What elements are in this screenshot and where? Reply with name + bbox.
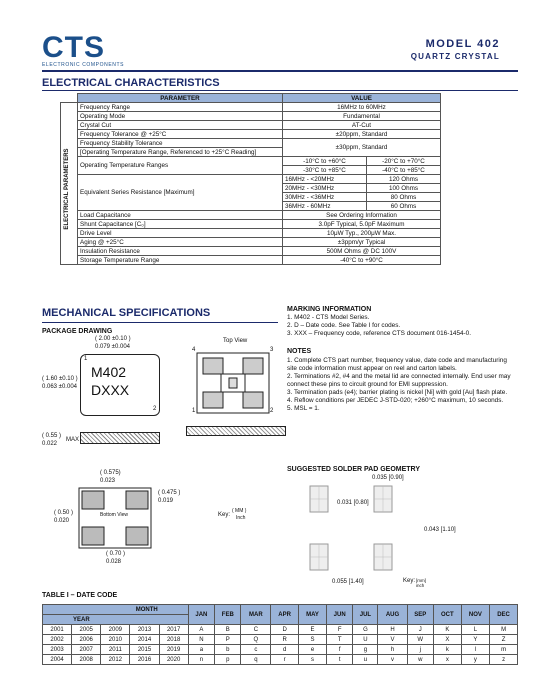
month-jul: JUL [353,605,378,625]
top-view-drawing [196,352,270,414]
month-feb: FEB [215,605,241,625]
code-cell: c [241,645,271,655]
year-cell: 2020 [159,655,188,665]
code-cell: A [188,625,214,635]
code-cell: v [378,655,407,665]
year-cell: 2019 [159,645,188,655]
code-cell: L [461,625,489,635]
code-cell: P [215,635,241,645]
year-cell: 2013 [130,625,159,635]
value-cell: -20°C to +70°C [367,157,441,166]
year-cell: 2015 [130,645,159,655]
code-cell: T [326,635,352,645]
month-oct: OCT [433,605,461,625]
dim-label: ( 0.50 ) [54,510,74,516]
dim-label: 0.063 ±0.004 [42,384,77,390]
dim-label: 0.055 [1.40] [332,579,364,585]
code-cell: d [271,645,299,655]
dim-label: 0.019 [158,498,174,504]
value-cell: -30°C to +85°C [283,166,367,175]
code-cell: C [241,625,271,635]
list-item: 5. MSL = 1. [287,405,320,412]
param-cell: Crystal Cut [78,121,283,130]
marking-line1: M402 [91,364,127,380]
table-row [61,256,441,265]
year-cell: 2018 [159,635,188,645]
param-cell: Drive Level [78,229,283,238]
value-cell: -10°C to +60°C [283,157,367,166]
month-jan: JAN [188,605,214,625]
list-item: 4. Reflow conditions per JEDEC J-STD-020; +260°C maximum, 10 seconds. [287,397,504,404]
year-cell: 2014 [130,635,159,645]
marking-line2: DXXX [91,382,130,398]
year-cell: 2008 [72,655,101,665]
top-view-side [186,426,286,436]
table-row [61,247,441,256]
dim-label: 0.020 [54,518,70,524]
code-cell: D [271,625,299,635]
code-cell: M [490,625,518,635]
pin-label: 3 [270,347,274,353]
code-cell: K [433,625,461,635]
month-sep: SEP [407,605,433,625]
year-cell: 2007 [72,645,101,655]
value-cell: 20MHz - <30MHz [283,184,367,193]
value-cell: See Ordering Information [283,211,441,220]
code-cell: X [433,635,461,645]
code-cell: s [298,655,326,665]
model-title: MODEL 402 [425,38,500,50]
month-may: MAY [298,605,326,625]
table-row [61,130,441,139]
table-row [61,220,441,229]
pin-label: 2 [153,406,157,412]
list-item: 1. M402 - CTS Model Series. [287,314,370,321]
dim-label: ( 0.55 ) [42,433,62,439]
value-cell: 100 Ohms [367,184,441,193]
param-cell: Shunt Capacitance [C₀] [78,220,283,229]
value-cell: 60 Ohms [367,202,441,211]
value-cell: ±20ppm, Standard [283,130,441,139]
code-cell: B [215,625,241,635]
month-dec: DEC [490,605,518,625]
code-cell: g [353,645,378,655]
code-cell: G [353,625,378,635]
value-cell: Fundamental [283,112,441,121]
logo-subtitle: ELECTRONIC COMPONENTS [42,62,125,68]
code-cell: J [407,625,433,635]
pin-label: 1 [84,356,88,362]
list-item: 3. Termination pads (e4); barrier plating is nickel [Ni] with gold [Au] flash plate. [287,389,508,396]
key-inch: Inch [236,515,246,521]
table-row [61,157,441,166]
datecode-table [42,604,518,665]
year-header: YEAR [43,615,189,625]
value-cell: 10μW Typ., 200μW Max. [283,229,441,238]
table-row [43,645,518,655]
code-cell: z [490,655,518,665]
value-cell: 36MHz - 60MHz [283,202,367,211]
notes-title: NOTES [287,348,312,355]
list-item: 3. XXX – Frequency code, reference CTS document 016-1454-0. [287,330,472,337]
code-cell: f [326,645,352,655]
code-cell: R [271,635,299,645]
dim-label: 0.035 [0.90] [372,475,404,481]
dim-label: 0.031 [0.80] [337,500,369,506]
table-row [43,655,518,665]
bottom-view-label: Bottom View [100,512,128,518]
param-cell: Operating Temperature Ranges [78,157,283,175]
table-row [61,139,441,148]
dim-label: 0.079 ±0.004 [95,344,130,350]
mechanical-rule [42,322,278,323]
code-cell: Q [241,635,271,645]
solder-title: SUGGESTED SOLDER PAD GEOMETRY [287,466,421,473]
dim-label: ( 0.70 ) [106,551,126,557]
month-apr: APR [271,605,299,625]
month-aug: AUG [378,605,407,625]
code-cell: t [326,655,352,665]
datecode-title: TABLE I – DATE CODE [42,592,118,599]
dim-label: 0.028 [106,559,122,565]
code-cell: e [298,645,326,655]
code-cell: F [326,625,352,635]
marking-list [287,314,517,338]
param-cell: Operating Mode [78,112,283,121]
value-cell: ±3ppm/yr Typical [283,238,441,247]
param-cell: Frequency Tolerance @ +25°C [78,130,283,139]
param-cell: Load Capacitance [78,211,283,220]
dim-label: ( 0.575) [100,470,121,476]
param-cell: [Operating Temperature Range, Referenced to +25°C Reading] [78,148,283,157]
model-subtitle: QUARTZ CRYSTAL [410,52,500,61]
dim-label: 0.022 [42,441,58,447]
table-row [61,121,441,130]
code-cell: j [407,645,433,655]
year-cell: 2011 [101,645,130,655]
list-item: 2. D – Date code. See Table I for codes. [287,322,401,329]
table-row [61,112,441,121]
code-cell: N [188,635,214,645]
code-cell: E [298,625,326,635]
pin-label: 1 [192,408,196,414]
key-label: Key: [218,512,231,518]
code-cell: m [490,645,518,655]
year-cell: 2017 [159,625,188,635]
value-cell: -40°C to +85°C [367,166,441,175]
code-cell: a [188,645,214,655]
code-cell: h [378,645,407,655]
col-parameter: PARAMETER [78,94,283,103]
year-cell: 2016 [130,655,159,665]
value-cell: 500M Ohms @ DC 100V [283,247,441,256]
dim-label: 0.043 [1.10] [424,527,456,533]
table-row [61,211,441,220]
param-cell: Insulation Resistance [78,247,283,256]
table-row [43,625,518,635]
code-cell: p [215,655,241,665]
code-cell: S [298,635,326,645]
year-cell: 2009 [101,625,130,635]
key-unit: [mm] inch [416,578,426,588]
electrical-rule [42,90,518,91]
year-cell: 2003 [43,645,72,655]
code-cell: n [188,655,214,665]
month-header: MONTH [43,605,189,615]
value-cell: 80 Ohms [367,193,441,202]
electrical-side-label: ELECTRICAL PARAMETERS [64,148,70,230]
table-row [61,229,441,238]
code-cell: r [271,655,299,665]
code-cell: Z [490,635,518,645]
list-item: 2. Terminations #2, #4 and the metal lid are connected internally. End user may connect these pins to circuit ground for EMI suppression. [287,373,511,388]
package-side-view [80,432,160,444]
code-cell: w [407,655,433,665]
year-cell: 2004 [43,655,72,665]
year-cell: 2002 [43,635,72,645]
year-cell: 2005 [72,625,101,635]
pin-label: 4 [192,347,196,353]
year-cell: 2001 [43,625,72,635]
package-drawing-label: PACKAGE DRAWING [42,328,113,335]
dim-label: ( 1.60 ±0.10 ) [42,376,78,382]
year-cell: 2010 [101,635,130,645]
param-cell: Frequency Stability Tolerance [78,139,283,148]
col-value: VALUE [283,94,441,103]
dim-label: ( 0.475 ) [158,490,181,496]
code-cell: u [353,655,378,665]
code-cell: q [241,655,271,665]
dim-label: ( 2.00 ±0.10 ) [95,336,131,342]
code-cell: Y [461,635,489,645]
notes-list [287,357,515,413]
code-cell: k [433,645,461,655]
month-nov: NOV [461,605,489,625]
electrical-title: ELECTRICAL CHARACTERISTICS [42,77,220,89]
key-mm: ( MM ) [232,508,247,514]
param-cell: Frequency Range [78,103,283,112]
pin-label: 2 [270,408,274,414]
table-row [61,175,441,184]
code-cell: W [407,635,433,645]
param-cell: Equivalent Series Resistance [Maximum] [78,175,283,211]
solder-pad-drawing [300,484,410,574]
code-cell: H [378,625,407,635]
dim-label: MAX [66,437,80,443]
value-cell: ±30ppm, Standard [283,139,441,157]
code-cell: U [353,635,378,645]
header-rule [42,70,518,72]
marking-title: MARKING INFORMATION [287,306,372,313]
electrical-table [60,93,441,265]
code-cell: V [378,635,407,645]
value-cell: 120 Ohms [367,175,441,184]
value-cell: AT-Cut [283,121,441,130]
month-mar: MAR [241,605,271,625]
month-jun: JUN [326,605,352,625]
value-cell: 16MHz - <20MHz [283,175,367,184]
cts-logo: CTS [42,31,105,64]
table-row [61,238,441,247]
value-cell: 16MHz to 60MHz [283,103,441,112]
code-cell: l [461,645,489,655]
mechanical-title: MECHANICAL SPECIFICATIONS [42,307,211,319]
param-cell: Storage Temperature Range [78,256,283,265]
dim-label: 0.023 [100,478,116,484]
bottom-view-drawing [78,487,152,549]
value-cell: 3.0pF Typical, 5.0pF Maximum [283,220,441,229]
param-cell: Aging @ +25°C [78,238,283,247]
code-cell: y [461,655,489,665]
year-cell: 2006 [72,635,101,645]
code-cell: b [215,645,241,655]
code-cell: x [433,655,461,665]
table-row [43,635,518,645]
top-view-label: Top View [223,338,248,344]
table-row [61,103,441,112]
value-cell: -40°C to +90°C [283,256,441,265]
list-item: 1. Complete CTS part number, frequency value, date code and manufacturing site code information must appear on reel and carton labels. [287,357,507,372]
year-cell: 2012 [101,655,130,665]
value-cell: 30MHz - <36MHz [283,193,367,202]
key-label: Key: [403,578,416,584]
